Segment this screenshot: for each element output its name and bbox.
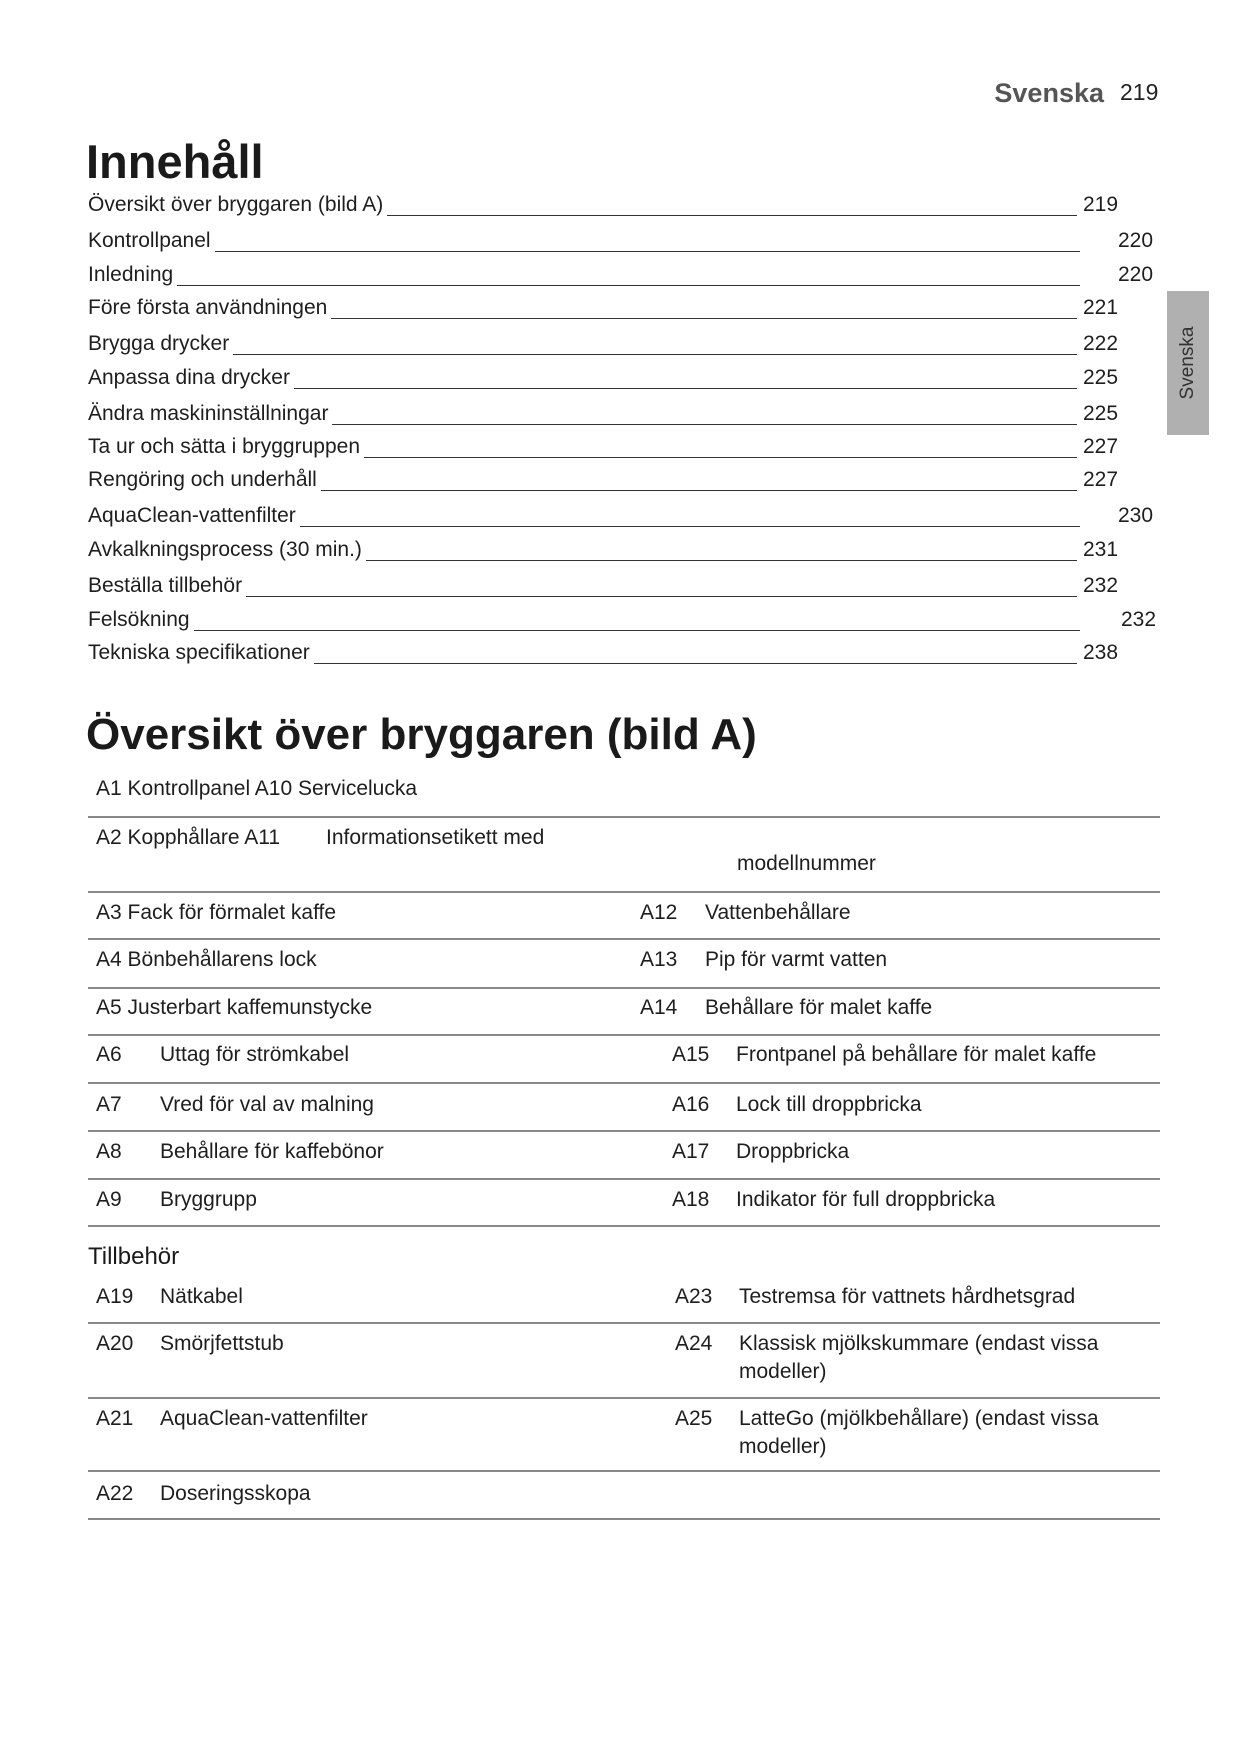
part-desc: Droppbricka [736,1140,850,1163]
toc-leader-line [314,663,1077,664]
part-desc: Indikator för full droppbricka [736,1188,996,1211]
part-desc: Vattenbehållare [705,901,851,924]
part-code: A13 [640,948,678,971]
part-code: A17 [672,1140,710,1163]
overview-title: Översikt över bryggaren (bild A) [86,710,757,759]
toc-entry-page[interactable]: 238 [1083,641,1119,664]
toc-entry-label[interactable]: Beställa tillbehör [88,574,243,597]
part-row-a1: A1 Kontrollpanel A10 Servicelucka [96,777,418,800]
part-code: A6 [96,1043,122,1066]
table-divider [88,816,1160,818]
toc-entry-label[interactable]: Ändra maskininställningar [88,402,329,425]
part-desc: Pip för varmt vatten [705,948,888,971]
toc-entry-page[interactable]: 227 [1083,468,1119,491]
part-code: A8 [96,1140,122,1163]
toc-entry-page[interactable]: 232 [1121,608,1157,631]
part-desc: Behållare för kaffebönor [160,1140,384,1163]
part-desc: Vred för val av malning [160,1093,374,1116]
part-desc: Lock till droppbricka [736,1093,922,1116]
part-row-a2-left: A2 Kopphållare A11 [96,826,281,849]
accessory-desc: Doseringsskopa [160,1482,311,1505]
part-code: A18 [672,1188,710,1211]
table-divider [88,1082,1160,1084]
toc-entry-label[interactable]: Felsökning [88,608,190,631]
toc-entry-label[interactable]: Avkalkningsprocess (30 min.) [88,538,362,561]
toc-entry-label[interactable]: AquaClean-vattenfilter [88,504,296,527]
toc-leader-line [294,388,1077,389]
accessory-code: A24 [675,1332,713,1355]
table-divider [88,1130,1160,1132]
toc-entry-label[interactable]: Ta ur och sätta i bryggruppen [88,435,360,458]
accessory-code: A21 [96,1407,134,1430]
part-code: A14 [640,996,678,1019]
part-desc: Bryggrupp [160,1188,257,1211]
accessory-code: A23 [675,1285,713,1308]
accessory-desc: LatteGo (mjölkbehållare) (endast vissa [739,1407,1099,1430]
toc-leader-line [215,251,1080,252]
toc-entry-page[interactable]: 220 [1118,229,1154,252]
part-code: A9 [96,1188,122,1211]
toc-entry-label[interactable]: Rengöring och underhåll [88,468,317,491]
toc-entry-label[interactable]: Anpassa dina drycker [88,366,290,389]
accessory-desc: Testremsa för vattnets hårdhetsgrad [739,1285,1076,1308]
toc-leader-line [194,630,1080,631]
part-left: A3 Fack för förmalet kaffe [96,901,337,924]
part-desc: Uttag för strömkabel [160,1043,350,1066]
toc-entry-page[interactable]: 222 [1083,332,1119,355]
toc-entry-page[interactable]: 232 [1083,574,1119,597]
table-divider [88,1397,1160,1399]
part-left: A5 Justerbart kaffemunstycke [96,996,373,1019]
accessory-code: A20 [96,1332,134,1355]
accessory-desc-cont: modeller) [739,1435,827,1458]
table-divider [88,987,1160,989]
toc-leader-line [177,285,1080,286]
table-divider [88,1225,1160,1227]
toc-leader-line [246,596,1077,597]
toc-entry-label[interactable]: Översikt över bryggaren (bild A) [88,193,384,216]
table-divider [88,1178,1160,1180]
header-page-number: 219 [1120,79,1159,105]
part-row-a11-desc-cont: modellnummer [737,852,876,875]
part-code: A7 [96,1093,122,1116]
toc-leader-line [332,424,1077,425]
toc-leader-line [364,457,1077,458]
table-divider [88,1518,1160,1520]
part-left: A4 Bönbehållarens lock [96,948,317,971]
accessories-title: Tillbehör [88,1243,180,1270]
toc-entry-page[interactable]: 225 [1083,402,1119,425]
toc-entry-page[interactable]: 227 [1083,435,1119,458]
accessory-desc: Klassisk mjölkskummare (endast vissa [739,1332,1099,1355]
toc-entry-page[interactable]: 225 [1083,366,1119,389]
part-desc: Behållare för malet kaffe [705,996,933,1019]
toc-entry-page[interactable]: 231 [1083,538,1119,561]
accessory-code: A22 [96,1482,134,1505]
table-divider [88,1322,1160,1324]
header-language: Svenska [994,78,1104,108]
toc-entry-page[interactable]: 220 [1118,263,1154,286]
toc-entry-page[interactable]: 230 [1118,504,1154,527]
toc-leader-line [331,318,1077,319]
toc-leader-line [300,526,1080,527]
accessory-code: A25 [675,1407,713,1430]
toc-entry-page[interactable]: 219 [1083,193,1119,216]
accessory-desc-cont: modeller) [739,1360,827,1383]
toc-entry-label[interactable]: Inledning [88,263,174,286]
part-code: A15 [672,1043,710,1066]
part-code: A12 [640,901,678,924]
part-row-a11-desc: Informationsetikett med [326,826,545,849]
toc-entry-label[interactable]: Före första användningen [88,296,328,319]
accessory-code: A19 [96,1285,134,1308]
language-side-tab [1167,291,1209,435]
toc-leader-line [387,215,1077,216]
toc-leader-line [233,354,1077,355]
accessory-desc: AquaClean-vattenfilter [160,1407,368,1430]
accessory-desc: Smörjfettstub [160,1332,284,1355]
table-divider [88,1470,1160,1472]
part-desc: Frontpanel på behållare för malet kaffe [736,1043,1097,1066]
toc-entry-label[interactable]: Kontrollpanel [88,229,211,252]
accessory-desc: Nätkabel [160,1285,243,1308]
part-code: A16 [672,1093,710,1116]
table-divider [88,1034,1160,1036]
side-tab-label: Svenska [1177,326,1198,400]
table-divider [88,938,1160,940]
table-divider [88,891,1160,893]
toc-leader-line [321,490,1077,491]
toc-leader-line [366,560,1077,561]
toc-entry-page[interactable]: 221 [1083,296,1119,319]
toc-entry-label[interactable]: Brygga drycker [88,332,230,355]
toc-entry-label[interactable]: Tekniska specifikationer [88,641,310,664]
toc-title: Innehåll [86,135,264,188]
